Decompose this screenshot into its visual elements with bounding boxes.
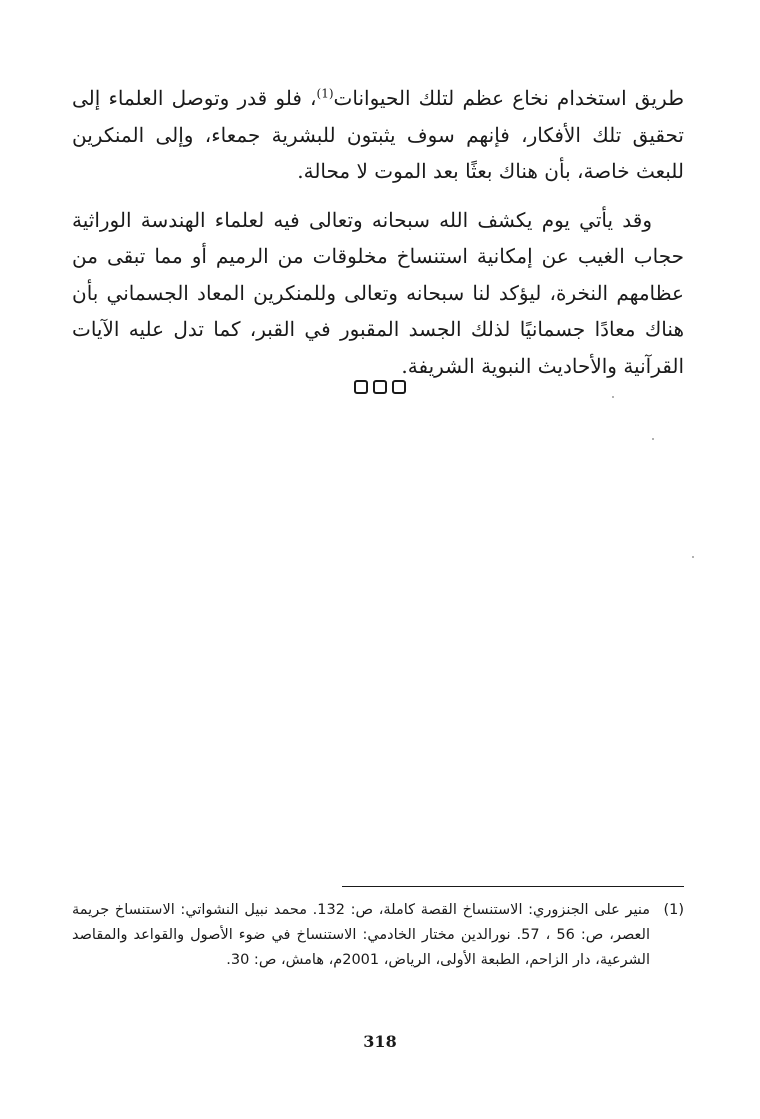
paragraph-2: وقد يأتي يوم يكشف الله سبحانه وتعالى فيه لعلماء الهندسة الوراثية حجاب الغيب عن إمكانية استنساخ مخلوقات من الرميم أو مما تبقى من عظامهم النخرة، ليؤكد لنا سبحانه وتعالى وللمنكرين المعاد الجسماني بأن هناك معادًا جسمانيًا لذلك الجسد المقبور في القبر، كما تدل عليه الآيات القرآنية والأحاديث النبوية الشريفة. [72, 207, 684, 378]
footnote-divider [342, 886, 684, 887]
footnote [72, 898, 684, 973]
main-text [72, 80, 684, 384]
footnote-text: منير على الجنزوري: الاستنساخ القصة كاملة، ص: 132. محمد نبيل النشواتي: الاستنساخ جريمة العصر، ص: 56 ، 57. نورالدين مختار الخادمي: الاستنساخ في ضوء الأصول والقواعد والمقاصد الشرعية، دار الزاحم، الطبعة الأولى، الرياض، 2001م، هامش، ص: 30. [72, 902, 650, 968]
footnote-number: (1) [663, 902, 684, 918]
paragraph-1-end: ، فلو قدر وتوصل العلماء إلى تحقيق تلك الأفكار، فإنهم سوف يثبتون للبشرية جمعاء، وإلى المنكرين للبعث خاصة، بأن هناك بعثًا بعد الموت لا محالة. [72, 86, 684, 183]
hollow-square-icon [392, 380, 406, 394]
hollow-square-icon [373, 380, 387, 394]
paragraph-1-start: طريق استخدام نخاع عظم لتلك الحيوانات [333, 86, 684, 110]
page-number: 318 [363, 1032, 397, 1051]
scan-speck [692, 556, 694, 558]
footnote-reference[interactable]: (1) [316, 86, 334, 101]
scan-speck [652, 438, 654, 440]
hollow-square-icon [354, 380, 368, 394]
section-separator [320, 380, 440, 400]
scan-speck [612, 396, 614, 398]
paragraph-1 [72, 80, 684, 190]
